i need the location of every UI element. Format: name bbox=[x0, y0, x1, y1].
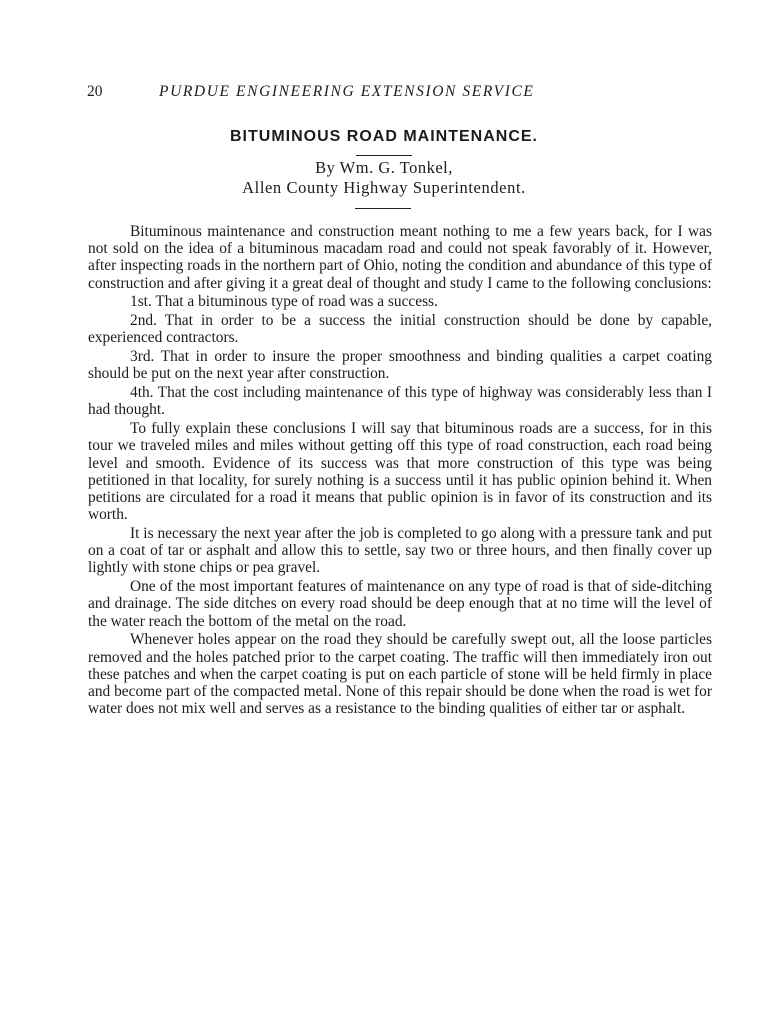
running-header bbox=[87, 82, 632, 102]
article-body bbox=[88, 223, 712, 719]
byline-divider bbox=[355, 208, 411, 209]
byline bbox=[0, 158, 768, 178]
paragraph: 2nd. That in order to be a success the initial construction should be done by capable, experienced contractors. bbox=[88, 312, 712, 347]
author-affiliation: Allen County Highway Superintendent. bbox=[242, 178, 526, 197]
paragraph: 1st. That a bituminous type of road was a success. bbox=[130, 293, 438, 311]
paragraph: Bituminous maintenance and construction meant nothing to me a few years back, for I was not sold on the idea of a bituminous macadam road and could not speak favorably of it. However, after inspecting roads in the northern part of Ohio, noting the condition and abundance of this type of construction and after giving it a great deal of thought and study I came to the following conclusions: bbox=[88, 223, 712, 292]
paragraph: One of the most important features of maintenance on any type of road is that of side-ditching and drainage. The side ditches on every road should be deep enough that at no time will the level of the water reach the bottom of the metal on the road. bbox=[88, 578, 712, 630]
title-divider bbox=[356, 155, 412, 156]
paragraph: 4th. That the cost including maintenance of this type of highway was considerably less than I had thought. bbox=[88, 384, 712, 419]
paragraph: To fully explain these conclusions I will say that bituminous roads are a success, for in this tour we traveled miles and miles without getting off this type of road construction, each road being level and smooth. Evidence of its success was that more construction of this type was being petitioned in that locality, for surely nothing is a success until it has public opinion behind it. When petitions are circulated for a road it means that public opinion is in favor of its construction and its worth. bbox=[88, 420, 712, 524]
page-number: 20 bbox=[87, 83, 103, 100]
article-title: BITUMINOUS ROAD MAINTENANCE. bbox=[230, 128, 538, 145]
author-byline: By Wm. G. Tonkel, bbox=[315, 158, 453, 177]
paragraph: 3rd. That in order to insure the proper smoothness and binding qualities a carpet coating should be put on the next year after construction. bbox=[88, 348, 712, 383]
paragraph: It is necessary the next year after the job is completed to go along with a pressure tank and put on a coat of tar or asphalt and allow this to settle, say two or three hours, and then finally cover up lightly with stone chips or pea gravel. bbox=[88, 525, 712, 577]
running-title: PURDUE ENGINEERING EXTENSION SERVICE bbox=[159, 83, 535, 100]
paragraph: Whenever holes appear on the road they should be carefully swept out, all the loose particles removed and the holes patched prior to the carpet coating. The traffic will then immediately iron out these patches and when the carpet coating is put on each particle of stone will be held firmly in place and become part of the compacted metal. None of this repair should be done when the road is wet for water does not mix well and serves as a resistance to the binding qualities of either tar or asphalt. bbox=[88, 631, 712, 718]
